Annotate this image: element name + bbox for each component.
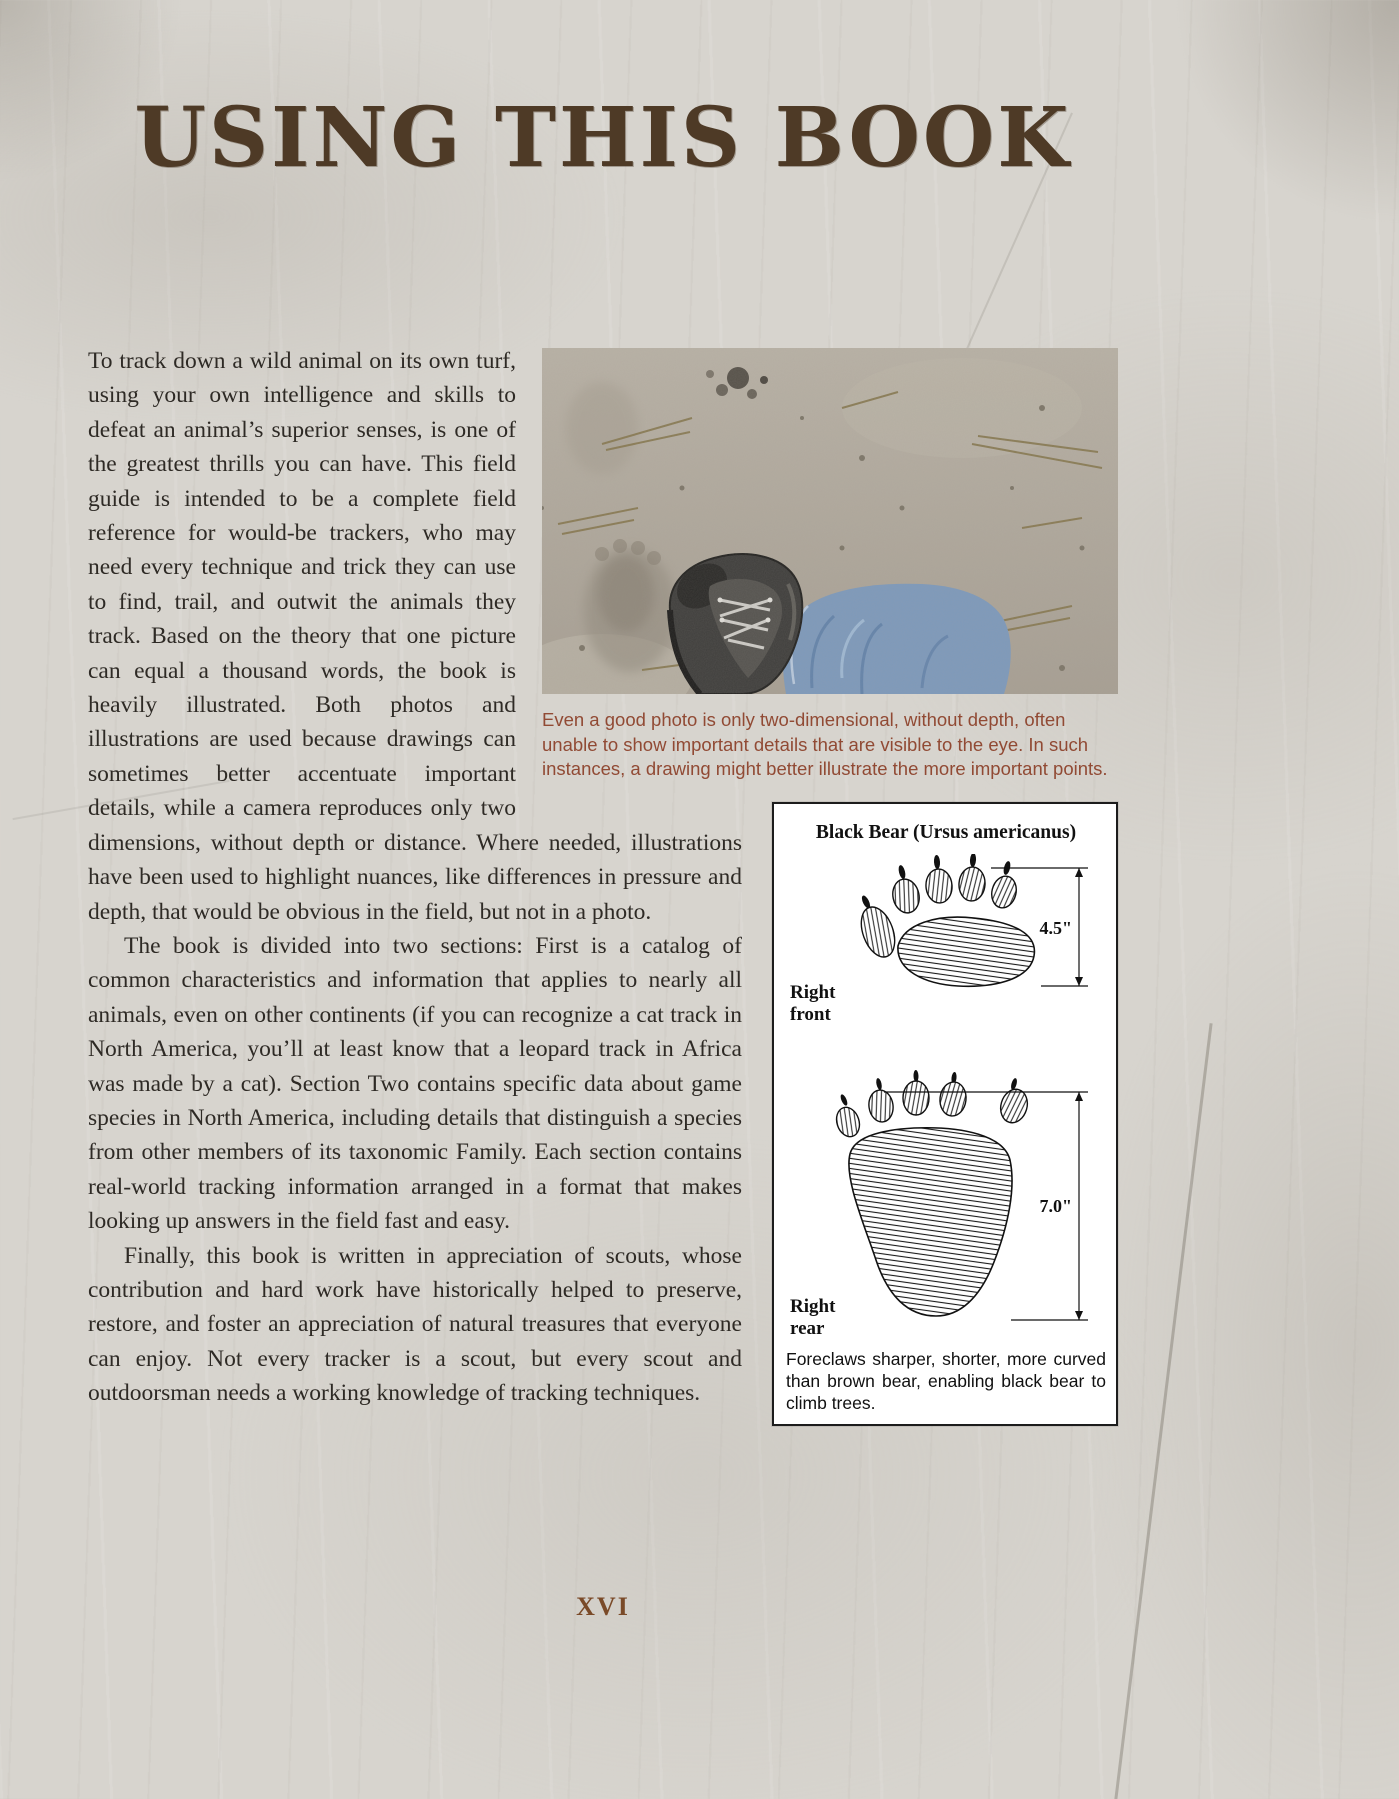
wood-crack [1102, 1023, 1212, 1799]
diagram-figure [772, 802, 1118, 1426]
rear-paw-illustration [833, 1070, 1031, 1316]
photo-caption: Even a good photo is only two-dimensional, without depth, often unable to show important details that are visible to the eye. In such instances, a drawing might better illustrate the more important points. [542, 709, 1108, 779]
paragraph-1: To track down a wild animal on its own turf, using your own intelligence and skills to defeat an animal’s superior senses, is one of the greatest thrills you can have. This field guide is intended to be a complete field reference for would-be trackers, who may need every technique and trick they can use to find, trail, and outwit the animals they track. Based on the theory that one picture can equal a thousand words, the book is heavily illustrated. Both photos and illustrations are used because drawings can sometimes better accentuate important details, while a camera reproduces only two dimensions, without depth or distance. Where needed, illustrations have been used to highlight nuances, like differences in pressure and depth, that would be obvious in the field, but not in a photo. [88, 348, 742, 925]
front-paw-label: Right front [790, 981, 836, 1025]
paragraph-2: The book is divided into two sections: First is a catalog of common characteristics and information that applies to nearly all animals, even on other continents (if you can recognize a cat track in North America, you’ll at least know that a leopard track in Africa was made by a cat). Section Two contains specific data about game species in North America, including details that distinguish a species from other members of its taxonomic Family. Each section contains real-world tracking information arranged in a format that makes looking up answers in the field fast and easy. [88, 932, 742, 1235]
diagram-caption: Foreclaws sharper, shorter, more curved than brown bear, enabling black bear to climb trees. [786, 1348, 1106, 1413]
page-content [88, 90, 1118, 1411]
paragraph-3: Finally, this book is written in appreciation of scouts, whose contribution and hard work have historically helped to preserve, restore, and foster an appreciation of natural treasures that everyone can enjoy. Not every tracker is a scout, but every scout and outdoorsman needs a working knowledge of tracking techniques. [88, 1242, 742, 1407]
front-paw-illustration [855, 854, 1034, 986]
boot-and-track-photo-illustration [542, 348, 1118, 694]
page-title: USING THIS BOOK [134, 90, 1072, 186]
photo-figure [542, 348, 1118, 782]
bear-paw-diagram [786, 854, 1108, 1342]
rear-measurement-label: 7.0" [1039, 1195, 1072, 1216]
tracking-photo [542, 348, 1118, 694]
rear-paw-label: Right rear [790, 1295, 836, 1339]
page-number: XVI [576, 1592, 630, 1621]
front-measurement-label: 4.5" [1039, 917, 1072, 938]
body-text [88, 344, 1118, 1411]
diagram-title: Black Bear (Ursus americanus) [815, 821, 1077, 843]
